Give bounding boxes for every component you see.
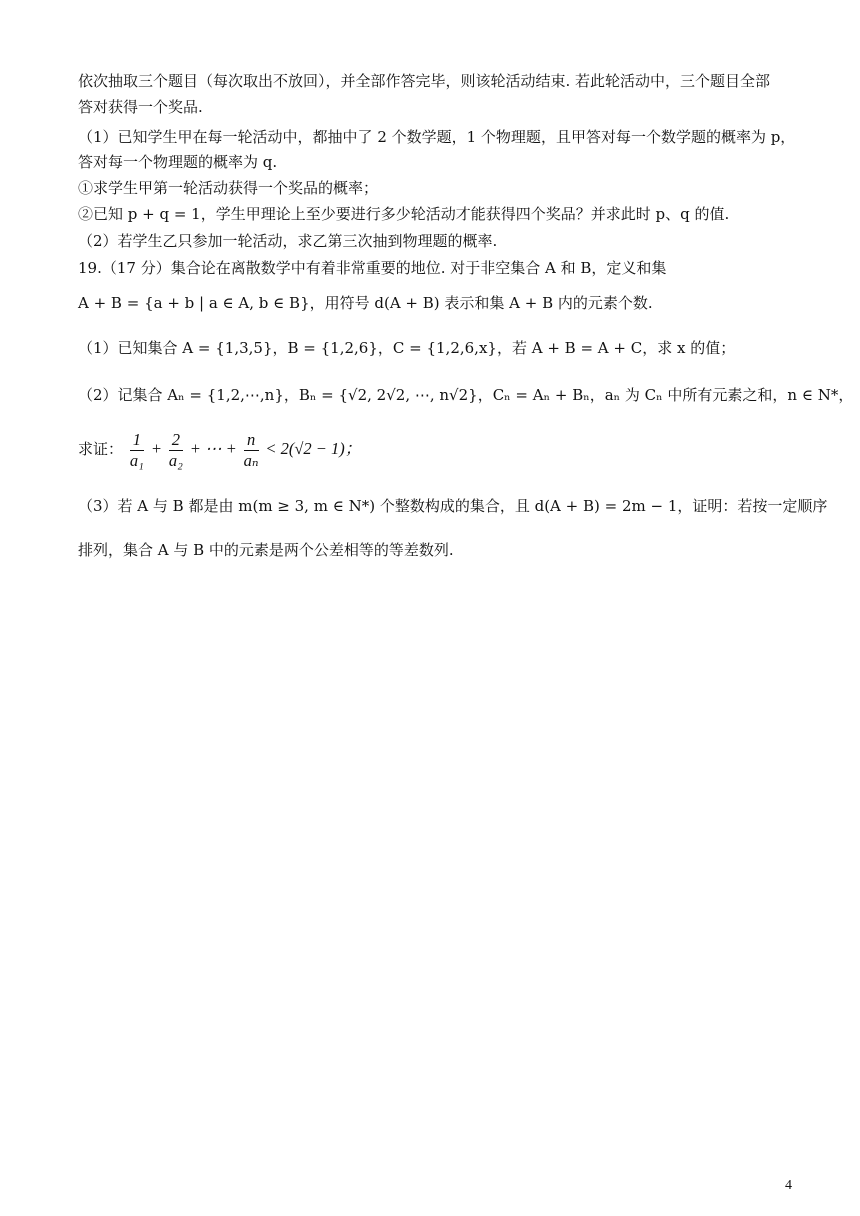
page-number: 4	[785, 1178, 792, 1193]
text-line-3: （1）已知学生甲在每一轮活动中，都抽中了 2 个数学题，1 个物理题，且甲答对每一个数学题的概率为 p，	[78, 128, 796, 146]
part-2-question: （2）记集合 Aₙ = {1,2,⋯,n}，Bₙ = {√2, 2√2, ⋯, n√2}，Cₙ = Aₙ + Bₙ，aₙ 为 Cₙ 中所有元素之和，n ∈ N*，	[78, 386, 854, 404]
text-line-6: ②已知 p + q = 1，学生甲理论上至少要进行多少轮活动才能获得四个奖品？并求此时 p、q 的值.	[78, 205, 730, 223]
fraction-2-denominator: a₂	[168, 450, 183, 470]
part-3-question: （3）若 A 与 B 都是由 m(m ≥ 3, m ∈ N*) 个整数构成的集合，且 d(A + B) = 2m − 1，证明：若按一定顺序	[78, 497, 828, 515]
proof-prefix: 求证：	[78, 440, 124, 458]
fraction-n	[244, 430, 259, 471]
fraction-1-denominator: a₁	[129, 450, 144, 470]
fraction-1-numerator: 1	[130, 430, 144, 451]
problem-19-heading: 19.（17 分）集合论在离散数学中有着非常重要的地位. 对于非空集合 A 和 B，定义和集	[78, 259, 667, 277]
sum-set-definition: A + B = {a + b | a ∈ A, b ∈ B}，用符号 d(A + B) 表示和集 A + B 内的元素个数.	[78, 294, 653, 312]
ellipsis-sum: + ⋯ +	[189, 439, 237, 458]
fraction-2-numerator: 2	[169, 430, 183, 451]
fraction-2	[169, 430, 183, 471]
part-1-question: （1）已知集合 A = {1,3,5}，B = {1,2,6}，C = {1,2,6,x}，若 A + B = A + C，求 x 的值；	[78, 339, 736, 357]
text-line-1: 依次抽取三个题目（每次取出不放回），并全部作答完毕，则该轮活动结束. 若此轮活动中，三个题目全部	[78, 72, 771, 90]
text-line-7: （2）若学生乙只参加一轮活动，求乙第三次抽到物理题的概率.	[78, 232, 498, 250]
inequality-rhs: < 2(√2 − 1)；	[265, 439, 362, 458]
part-3-continuation: 排列，集合 A 与 B 中的元素是两个公差相等的等差数列.	[78, 541, 454, 559]
fraction-1	[130, 430, 144, 471]
fraction-n-numerator: n	[244, 430, 259, 451]
plus-sign: +	[150, 439, 162, 458]
fraction-n-denominator: aₙ	[243, 450, 259, 470]
proof-inequality	[78, 425, 790, 473]
text-line-5: ①求学生甲第一轮活动获得一个奖品的概率；	[78, 179, 379, 197]
text-line-4: 答对每一个物理题的概率为 q.	[78, 153, 278, 171]
text-line-2: 答对获得一个奖品.	[78, 98, 203, 116]
